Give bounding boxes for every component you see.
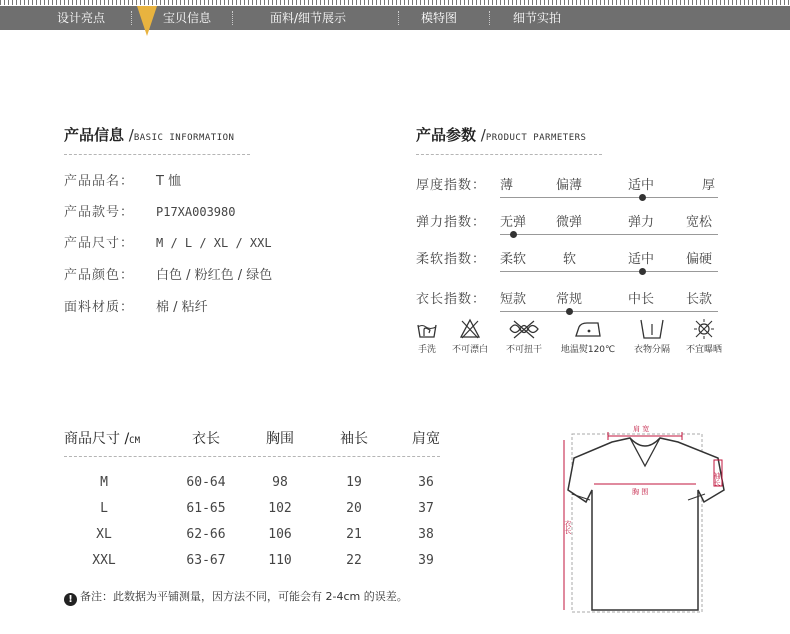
no-bleach-icon — [459, 318, 481, 340]
info-label: 产品颜色： — [64, 268, 135, 283]
low-iron-icon — [573, 318, 603, 340]
size-cell-value: 36 — [418, 475, 434, 490]
size-header-length: 衣长 — [192, 431, 220, 447]
diagram-label-sleeve: 袖长 — [713, 472, 721, 486]
info-row-material — [64, 296, 208, 315]
product-info-title-text: 产品信息 — [64, 126, 125, 144]
no-wring-icon — [507, 318, 541, 340]
param-option: 薄 — [500, 178, 514, 193]
divider — [64, 456, 440, 457]
care-label: 不宜曝晒 — [685, 345, 722, 355]
param-option: 微弹 — [556, 215, 583, 230]
care-label: 不可漂白 — [451, 345, 488, 355]
info-row-size — [64, 232, 272, 251]
info-label: 产品品名： — [64, 174, 135, 189]
size-header-chest: 胸围 — [266, 431, 294, 447]
info-value: T 恤 — [156, 174, 182, 189]
param-selected-dot — [510, 231, 517, 238]
nav-separator — [489, 11, 490, 25]
info-value: P17XA003980 — [156, 205, 236, 219]
param-option: 中长 — [628, 292, 655, 307]
param-option: 偏硬 — [686, 252, 713, 267]
care-item — [556, 318, 620, 355]
size-cell-value: 19 — [346, 475, 362, 490]
size-cell-value: 98 — [272, 475, 288, 490]
param-label: 衣长指数： — [416, 292, 487, 307]
param-option: 短款 — [500, 292, 527, 307]
size-cell-size: M — [100, 475, 108, 490]
nav-bar — [0, 6, 790, 30]
param-option: 厚 — [702, 178, 716, 193]
size-cell-value: 20 — [346, 501, 362, 516]
diagram-label-shoulder: 肩 宽 — [633, 425, 650, 433]
top-decoration — [0, 0, 790, 5]
param-selected-dot — [639, 268, 646, 275]
product-info-subtitle: BASIC INFORMATION — [133, 133, 235, 143]
size-cell-value: 61-65 — [186, 501, 226, 516]
size-cell-value: 22 — [346, 553, 362, 568]
param-option: 适中 — [628, 178, 655, 193]
param-option: 软 — [563, 252, 577, 267]
nav-item-detail[interactable]: 细节实拍 — [513, 11, 562, 25]
param-option: 长款 — [686, 292, 713, 307]
care-item — [628, 318, 676, 355]
param-option: 常规 — [556, 292, 583, 307]
nav-item-product-info[interactable]: 宝贝信息 — [163, 11, 212, 25]
care-item — [682, 318, 726, 355]
diagram-label-length: 衣长 — [564, 520, 572, 534]
product-params-title: 产品参数 /PRODUCT PARMETERS — [416, 126, 587, 144]
info-value: 白色 / 粉红色 / 绿色 — [156, 268, 273, 283]
param-scale-line — [500, 234, 718, 235]
diagram-label-chest: 胸 围 — [632, 488, 649, 496]
care-label: 手洗 — [417, 345, 436, 355]
tshirt-measurement-diagram — [560, 420, 730, 616]
product-params-title-text: 产品参数 — [416, 126, 477, 144]
active-tab-marker-icon — [137, 6, 157, 36]
param-label: 厚度指数： — [416, 178, 487, 193]
param-selected-dot — [639, 194, 646, 201]
product-info-title: 产品信息 /BASIC INFORMATION — [64, 126, 235, 144]
nav-item-fabric[interactable]: 面料/细节展示 — [270, 11, 347, 25]
nav-item-model[interactable]: 模特图 — [421, 11, 458, 25]
care-item — [502, 318, 546, 355]
size-table-title-text: 商品尺寸 — [64, 431, 120, 447]
size-cell-size: L — [100, 501, 108, 516]
hand-wash-icon — [416, 318, 438, 340]
info-value: 棉 / 粘纤 — [156, 300, 208, 315]
param-option: 宽松 — [686, 215, 713, 230]
note-text: 备注：此数据为平铺测量，因方法不同，可能会有 2-4cm 的误差。 — [80, 590, 408, 603]
divider — [416, 154, 602, 155]
param-option: 柔软 — [500, 252, 527, 267]
param-option: 无弹 — [500, 215, 527, 230]
param-scale-line — [500, 311, 718, 312]
info-value: M / L / XL / XXL — [156, 236, 272, 250]
nav-separator — [131, 11, 132, 25]
size-unit: CM — [129, 436, 141, 446]
size-cell-value: 63-67 — [186, 553, 226, 568]
size-cell-value: 21 — [346, 527, 362, 542]
size-cell-value: 102 — [268, 501, 292, 516]
info-row-style-number — [64, 201, 235, 220]
size-cell-size: XXL — [92, 553, 116, 568]
info-label: 产品款号： — [64, 205, 135, 220]
param-option: 弹力 — [628, 215, 655, 230]
size-cell-size: XL — [96, 527, 112, 542]
size-cell-value: 37 — [418, 501, 434, 516]
param-scale-line — [500, 271, 718, 272]
no-sun-icon — [693, 318, 715, 340]
care-label: 衣物分隔 — [633, 345, 670, 355]
size-header-sleeve: 袖长 — [340, 431, 368, 447]
separate-wash-icon — [637, 318, 667, 340]
info-label: 产品尺寸： — [64, 236, 135, 251]
care-label: 不可扭干 — [505, 345, 542, 355]
product-params-subtitle: PRODUCT PARMETERS — [485, 133, 587, 143]
care-item — [448, 318, 492, 355]
nav-separator — [398, 11, 399, 25]
nav-separator — [232, 11, 233, 25]
size-cell-value: 106 — [268, 527, 292, 542]
care-item — [416, 318, 438, 355]
size-cell-value: 60-64 — [186, 475, 226, 490]
info-row-color — [64, 264, 272, 283]
nav-item-design[interactable]: 设计亮点 — [57, 11, 106, 25]
info-label: 面料材质： — [64, 300, 135, 315]
param-selected-dot — [566, 308, 573, 315]
warning-icon: ! — [64, 593, 77, 606]
size-cell-value: 62-66 — [186, 527, 226, 542]
param-scale-line — [500, 197, 718, 198]
param-label: 柔软指数： — [416, 252, 487, 267]
care-label: 地温熨120℃ — [560, 345, 616, 355]
size-cell-value: 110 — [268, 553, 292, 568]
divider — [64, 154, 250, 155]
info-row-name — [64, 170, 181, 189]
param-option: 偏薄 — [556, 178, 583, 193]
size-table-title: 商品尺寸 /CM — [64, 431, 141, 447]
size-cell-value: 39 — [418, 553, 434, 568]
size-header-shoulder: 肩宽 — [412, 431, 440, 447]
param-label: 弹力指数： — [416, 215, 487, 230]
measurement-note — [64, 588, 408, 606]
size-cell-value: 38 — [418, 527, 434, 542]
param-option: 适中 — [628, 252, 655, 267]
